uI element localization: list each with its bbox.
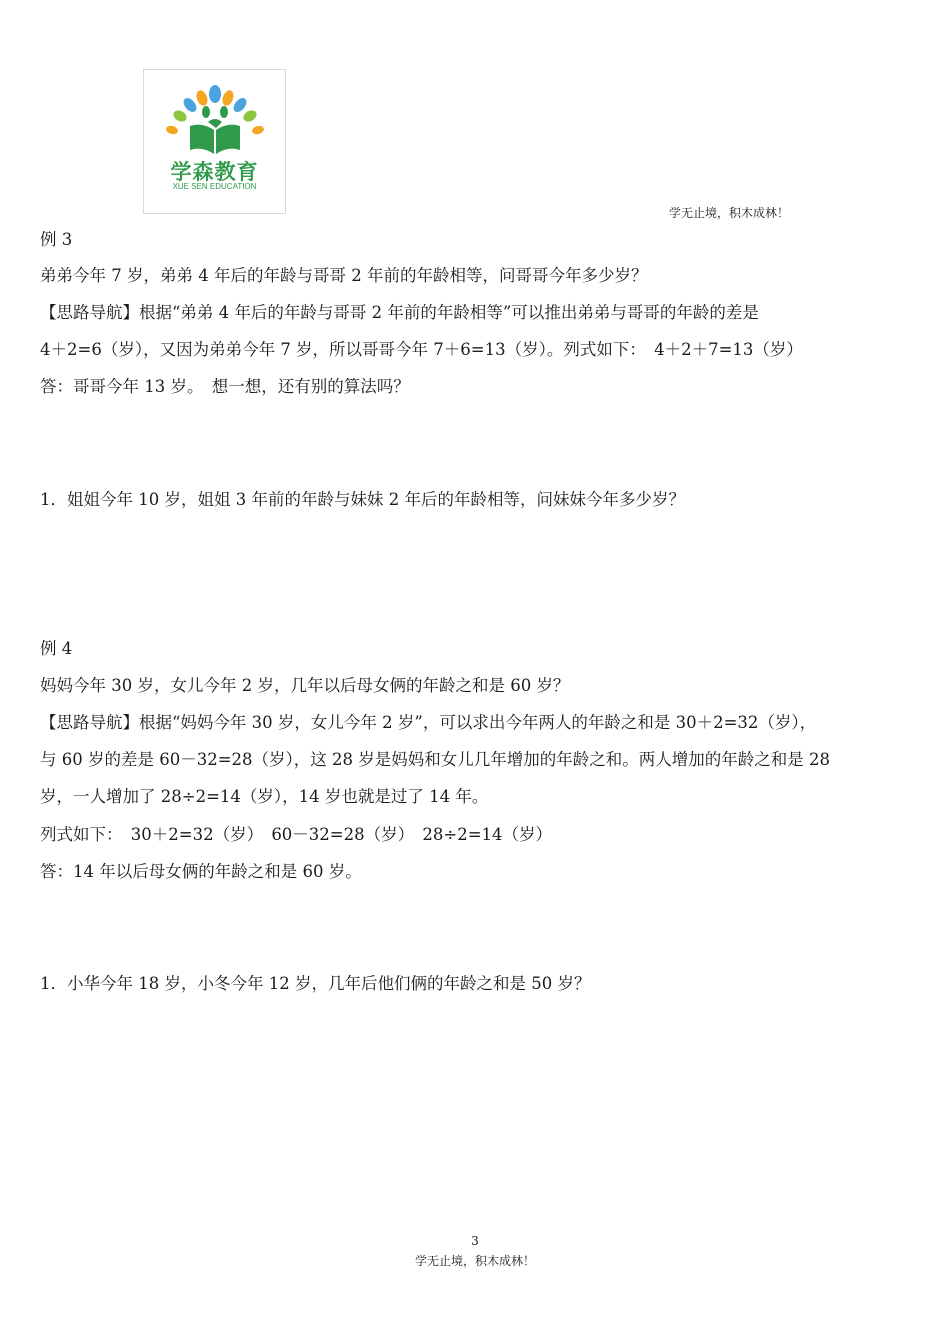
footer-motto: 学无止境，积木成林！ [414,1254,535,1268]
example-4-hint-line-3: 岁，一人增加了 28÷2=14（岁），14 岁也就是过了 14 年。 [40,787,489,806]
example-4-answer: 答：14 年以后母女俩的年龄之和是 60 岁。 [40,862,362,881]
exercise-4-question: 1．小华今年 18 岁，小冬今年 12 岁，几年后他们俩的年龄之和是 50 岁？ [40,974,591,993]
logo-name-en: XUE SEN EDUCATION [172,182,257,191]
page-number: 3 [471,1234,479,1248]
example-4-hint-line-1: 【思路导航】根据“妈妈今年 30 岁，女儿今年 2 岁”，可以求出今年两人的年龄之和是 30＋2=32（岁）， [40,713,817,732]
exercise-3-question: 1．姐姐今年 10 岁，姐姐 3 年前的年龄与妹妹 2 年后的年龄相等，问妹妹今年多少岁？ [40,490,685,509]
tree-logo-icon [150,78,280,158]
example-3-hint-line-1: 【思路导航】根据“弟弟 4 年后的年龄与哥哥 2 年前的年龄相等”可以推出弟弟与哥哥的年龄的差是 [40,303,759,322]
header-motto: 学无止境，积木成林！ [669,206,790,220]
example-4-heading: 例 4 [40,639,73,658]
example-3-hint-line-2: 4＋2=6（岁），又因为弟弟今年 7 岁，所以哥哥今年 7＋6=13（岁）。列式如下： 4＋2＋7=13（岁） [40,340,803,359]
logo [143,69,286,214]
example-3-heading: 例 3 [40,230,73,249]
example-3-answer: 答：哥哥今年 13 岁。 想一想，还有别的算法吗？ [40,377,410,396]
logo-name-cn: 学森教育 [170,160,259,184]
example-4-question: 妈妈今年 30 岁，女儿今年 2 岁，几年以后母女俩的年龄之和是 60 岁？ [40,676,570,695]
example-3-question: 弟弟今年 7 岁，弟弟 4 年后的年龄与哥哥 2 年前的年龄相等，问哥哥今年多少岁？ [40,266,648,285]
example-4-hint-line-2: 与 60 岁的差是 60－32=28（岁），这 28 岁是妈妈和女儿几年增加的年龄之和。两人增加的年龄之和是 28 [40,750,831,769]
example-4-formula: 列式如下： 30＋2=32（岁） 60－32=28（岁） 28÷2=14（岁） [40,825,553,844]
